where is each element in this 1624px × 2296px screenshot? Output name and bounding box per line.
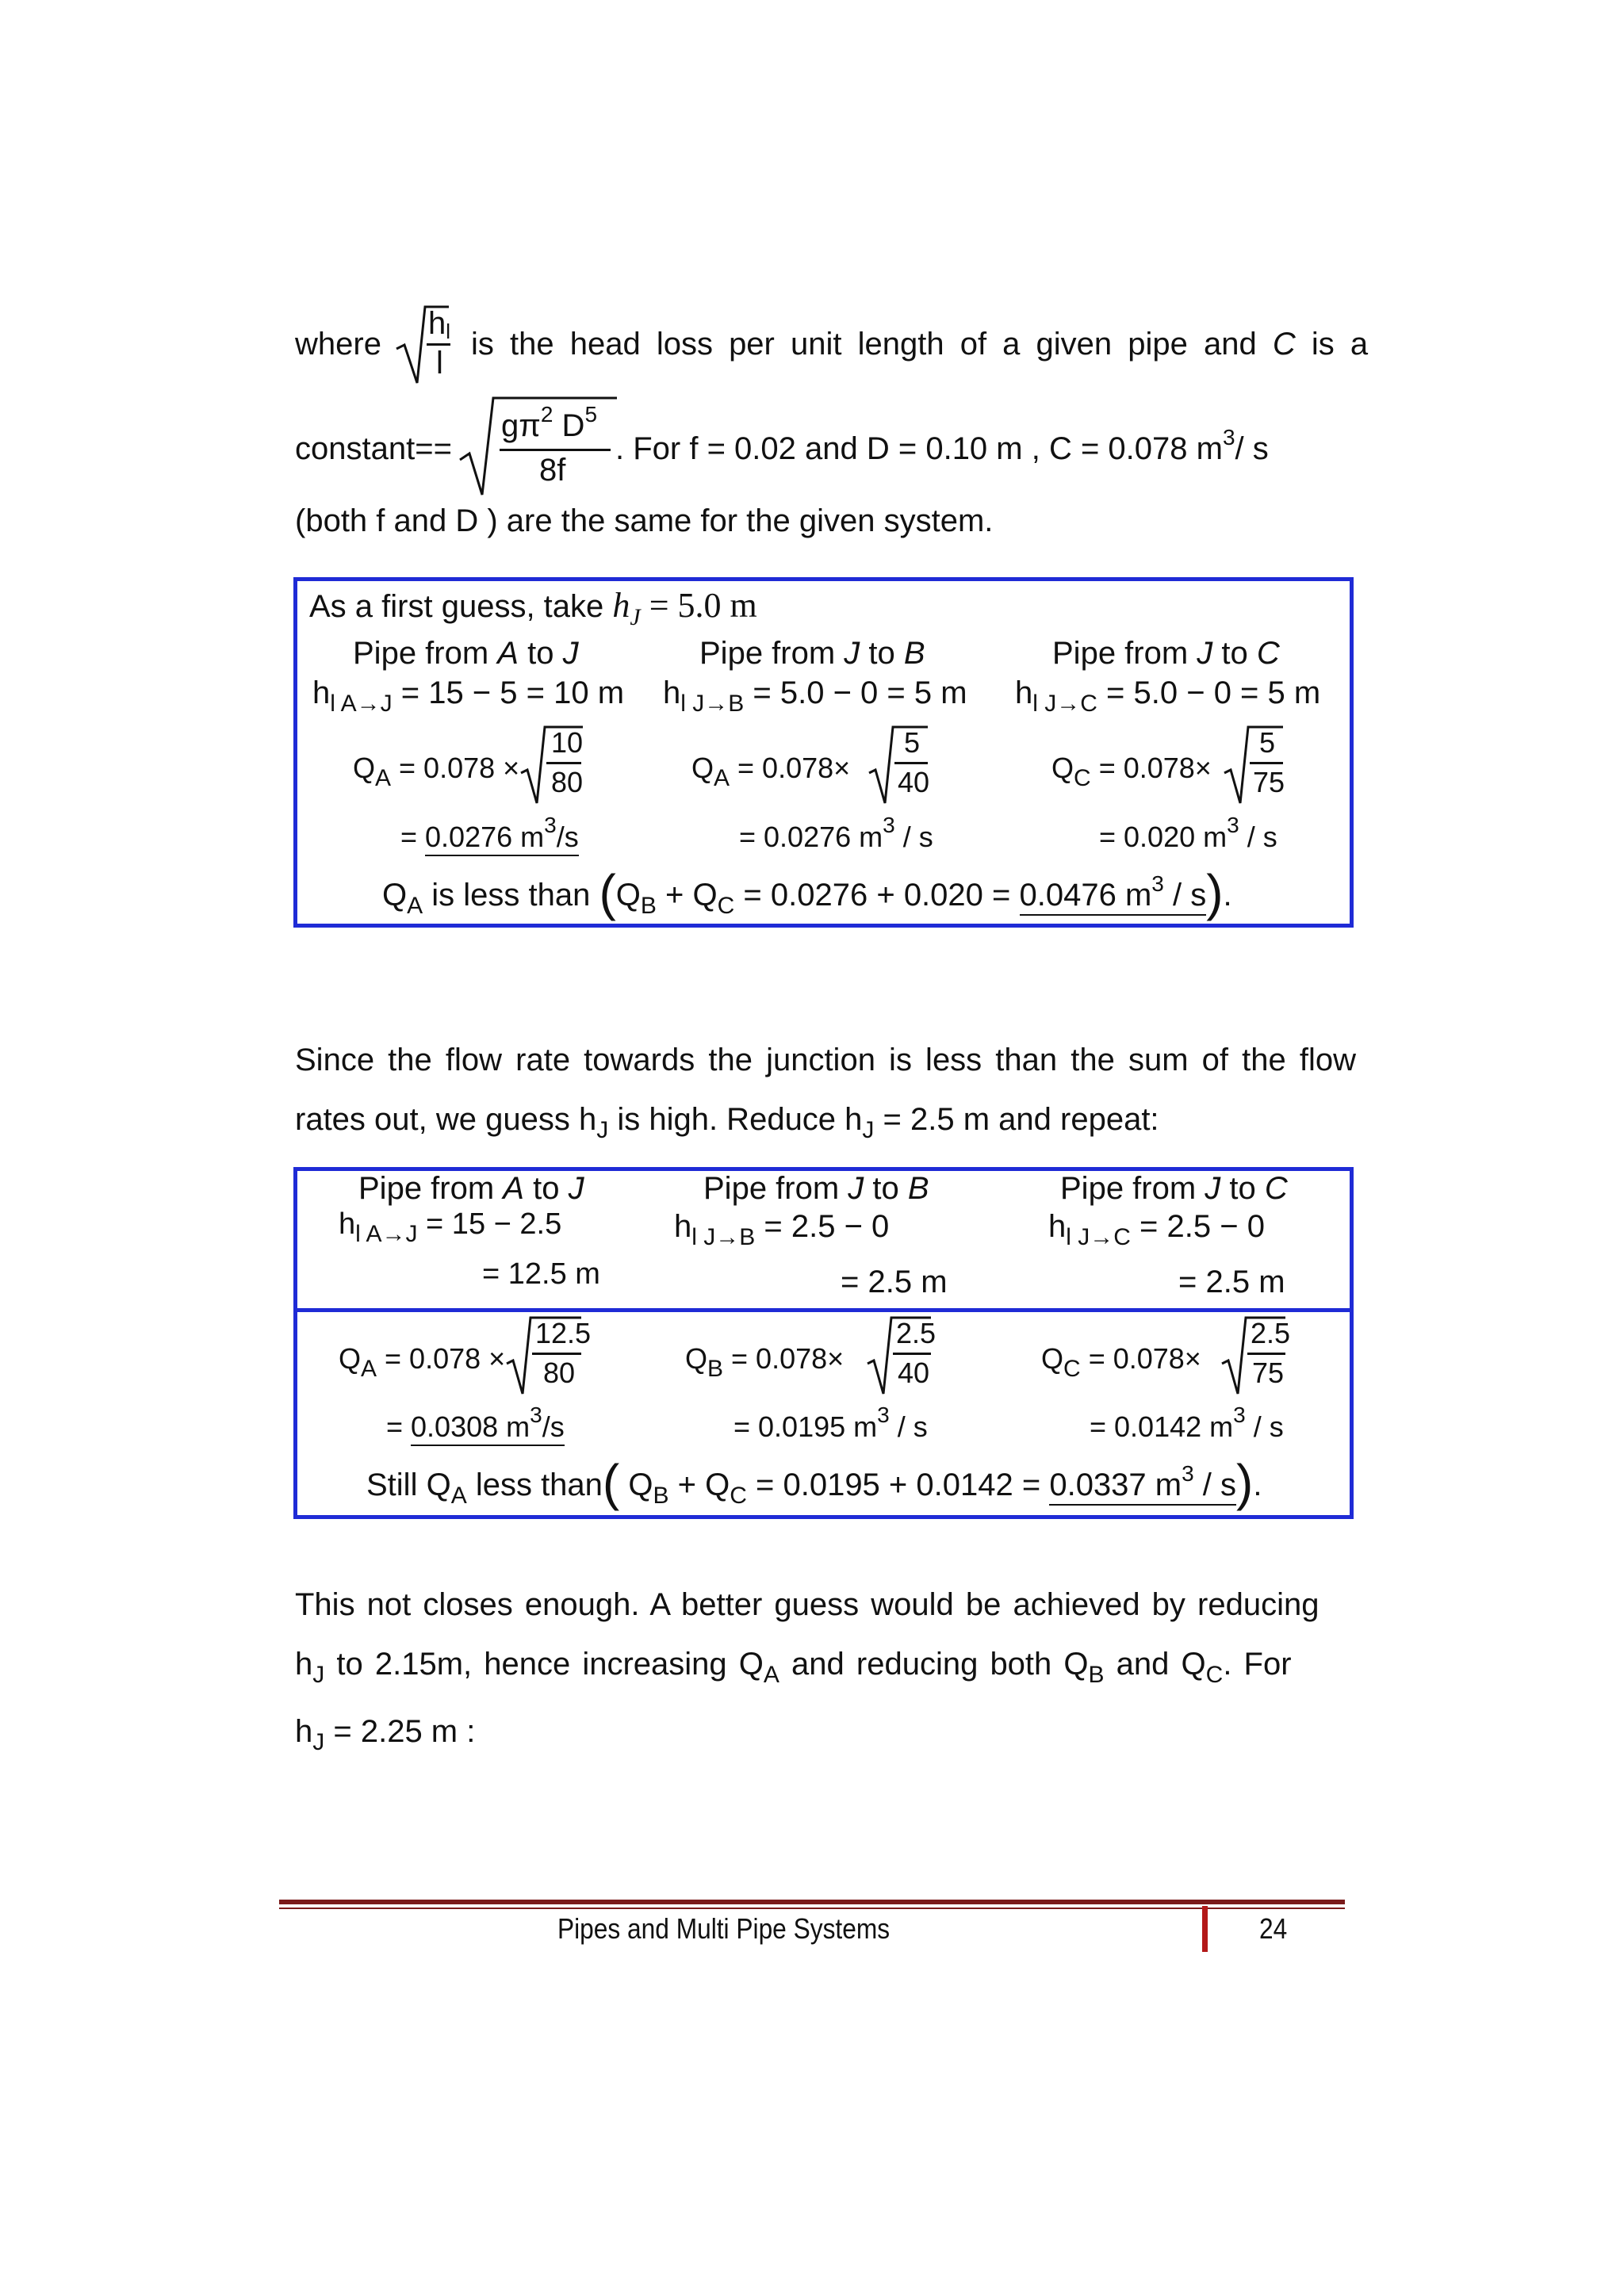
- page-number: 24: [1259, 1912, 1288, 1945]
- C-symbol: C: [1272, 327, 1296, 362]
- hl-radical: $h_l$ l: [395, 305, 450, 393]
- footer-rule: [279, 1900, 1345, 1904]
- b2-col1-header: Pipe from A to J: [358, 1171, 584, 1206]
- col2-result: = 0.0276 $m^3$ / s: [739, 813, 933, 853]
- end-line-1: This not closes enough. A better guess would be achieved by reducing: [295, 1587, 1320, 1622]
- mid-line-2: rates out, we guess $h_J$ is high. Reduce $h_J = 2.5$ m and repeat:: [295, 1102, 1159, 1143]
- c-radical: $g\pi^2$ $D^5$ 8f: [458, 396, 617, 508]
- b2-col3-headloss: $h_{l J\to C} = 2.5 - 0$: [1048, 1209, 1265, 1250]
- intro-line1-rest: is the head loss per unit length of a given pipe and: [471, 327, 1257, 362]
- col3-headloss: $h_{l J\to C} = 5.0 - 0 = 5$ m: [1015, 675, 1321, 717]
- b2-col2-header: Pipe from J to B: [703, 1171, 929, 1206]
- col1-headloss: $h_{l A\to J} = 15 - 5 = 10$ m: [312, 675, 625, 717]
- b2-col1-headloss: $h_{l A\to J} = 15 - 2.5$: [339, 1207, 562, 1247]
- b2-col1-headloss-2: = 12.5 m: [482, 1257, 600, 1291]
- mid-line-1: Since the flow rate towards the junction is less than the sum of the flow: [295, 1043, 1356, 1077]
- b2-col2-headloss: $h_{l J\to B} = 2.5 - 0$: [674, 1209, 890, 1250]
- footer-page-divider: [1202, 1906, 1208, 1952]
- end-line-3: $h_J = 2.25$ m :: [295, 1714, 476, 1755]
- box2-divider: [293, 1308, 1354, 1312]
- b2-col3-headloss-2: = 2.5 m: [1178, 1265, 1285, 1299]
- col1-result: = 0.0276 $m^3/s$: [400, 818, 579, 856]
- intro-line-3: (both f and D ) are the same for the given system.: [295, 503, 994, 538]
- constant-word: constant==: [295, 431, 452, 466]
- box2-summary: Still $Q_A$ less than( $Q_B + Q_C = 0.0195 + 0.0142 = 0.0337$ $m^3 / s$).: [366, 1454, 1262, 1511]
- col2-header: Pipe from J to B: [699, 636, 925, 671]
- col3-result: = 0.020 $m^3$ / s: [1099, 813, 1277, 853]
- b2-col3-header: Pipe from J to C: [1060, 1171, 1288, 1206]
- col2-headloss: $h_{l J\to B} = 5.0 - 0 = 5$ m: [663, 675, 967, 717]
- end-line-2: $h_J$ to 2.15m, hence increasing $Q_A$ and reducing both $Q_B$ and $Q_C$. For: [295, 1647, 1292, 1688]
- col3-header: Pipe from J to C: [1052, 636, 1280, 671]
- footer-title: Pipes and Multi Pipe Systems: [557, 1912, 891, 1945]
- col1-header: Pipe from A to J: [353, 636, 579, 671]
- b2-col2-result: = 0.0195 $m^3$ / s: [733, 1402, 928, 1443]
- first-guess-line: As a first guess, take $h_J = 5.0$ m: [309, 586, 757, 630]
- where-word: where: [295, 327, 381, 362]
- for-values: . For f = 0.02 and D = 0.10 m , C = 0.078 m: [615, 431, 1223, 466]
- b2-col3-result: = 0.0142 $m^3$ / s: [1090, 1402, 1284, 1443]
- is-a: is a: [1311, 327, 1369, 362]
- b2-col1-result: = 0.0308 $m^3/s$: [386, 1408, 565, 1446]
- b2-col2-headloss-2: = 2.5 m: [841, 1265, 948, 1299]
- footer-rule-thin: [279, 1908, 1345, 1909]
- box1-summary: $Q_A$ is less than ($Q_B + Q_C = 0.0276 + 0.020 = 0.0476$ $m^3 / s$).: [382, 864, 1232, 921]
